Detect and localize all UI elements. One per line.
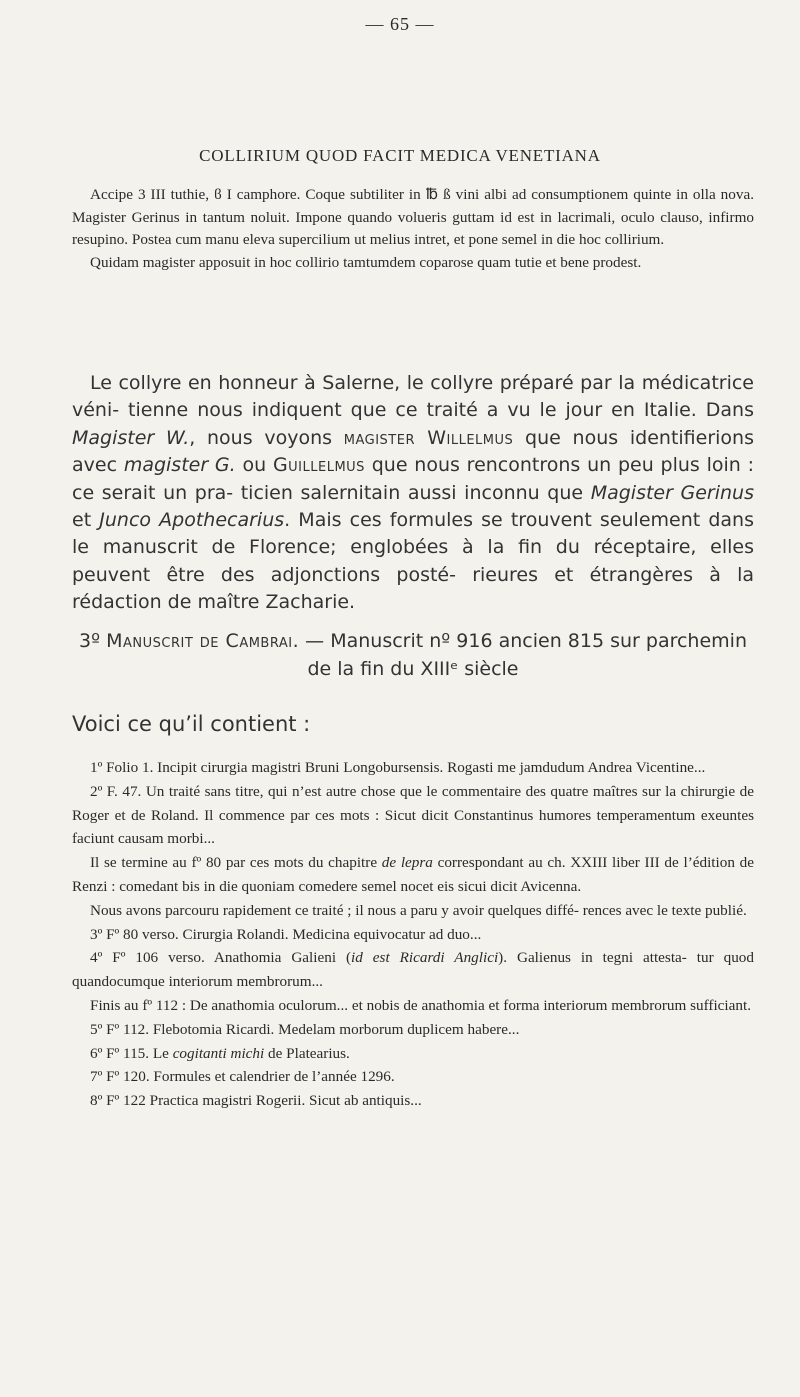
list-item-italic: cogitanti michi bbox=[172, 1044, 265, 1062]
commentary-text: ou bbox=[235, 454, 273, 477]
commentary-text: que nous identifierions avec bbox=[72, 426, 754, 477]
manuscript-heading bbox=[72, 627, 754, 683]
list-item bbox=[72, 851, 754, 899]
list-item-text: 6º Fº 115. Le bbox=[90, 1044, 173, 1062]
commentary-text: que nous rencontrons un peu plus loin : ce serait un pra- ticien salernitain aussi inconnu que bbox=[72, 454, 754, 504]
commentary-italic: magister G. bbox=[123, 454, 236, 477]
section-title: COLLIRIUM QUOD FACIT MEDICA VENETIANA bbox=[199, 146, 601, 165]
list-item: 7º Fº 120. Formules et calendrier de l’année 1296. bbox=[90, 1068, 395, 1086]
commentary-text: . Mais ces formules se trouvent seulement dans le manuscrit de Florence; englobées à la fin du réceptaire, elles peuvent être des adjonctions posté- rieures et étrangères à la rédaction de maître Zacharie. bbox=[72, 509, 754, 614]
list-item: 5º Fº 112. Flebotomia Ricardi. Medelam morborum duplicem habere... bbox=[90, 1020, 520, 1038]
manuscript-description: — Manuscrit nº 916 ancien 815 sur parchemin de la fin du XIIIᵉ siècle bbox=[299, 630, 747, 680]
commentary-smallcaps: Guillelmus bbox=[272, 454, 365, 477]
list-item-italic: id est Ricardi Anglici bbox=[351, 949, 499, 967]
list-item-text: de Platearius. bbox=[264, 1044, 350, 1062]
list-item: 1º Folio 1. Incipit cirurgia magistri Bruni Longobursensis. Rogasti me jamdudum Andrea Vicentine... bbox=[90, 759, 706, 776]
commentary-text: Le collyre en honneur à Salerne, le collyre préparé par la médicatrice véni- tienne nous indiquent que ce traité a vu le jour en Italie. Dans bbox=[72, 372, 754, 422]
list-item bbox=[72, 946, 754, 994]
commentary-smallcaps: magister Willelmus bbox=[343, 426, 514, 449]
latin-recipe bbox=[72, 184, 754, 274]
commentary-text: et bbox=[72, 509, 100, 532]
list-item: Nous avons parcouru rapidement ce traité ; il nous a paru y avoir quelques diffé- rences avec le texte publié. bbox=[90, 901, 747, 919]
commentary-paragraph bbox=[72, 370, 754, 617]
list-item: Finis au fº 112 : De anathomia oculorum... et nobis de anathomia et forma interiorum membrorum sufficiant. bbox=[90, 996, 751, 1014]
contents-list bbox=[72, 756, 754, 1113]
list-item-italic: de lepra bbox=[381, 854, 433, 872]
latin-paragraph: Accipe 3 III tuthie, ϐ I camphore. Coque subtiliter in ℔ ß vini albi ad consumptionem quinte in olla nova. Magister Gerinus in tantum noluit. Impone quando volueris guttam id est in lacrimali, oculo clauso, infirmo resupino. Postea cum manu eleva supercilium ut melius intret, et pone semel in die hoc collirium. bbox=[72, 186, 754, 248]
list-item-text: correspondant au ch. XXIII liber III de l’édition de Renzi : comedant bis in die quoniam comedere semel nocet eis sicui dicit Avicenna. bbox=[72, 854, 754, 895]
list-item: 2º F. 47. Un traité sans titre, qui n’est autre chose que le commentaire des quatre maîtres sur la chirurgie de Roger et de Roland. Il commence par ces mots : Sicut dicit Constantinus humores temperamentum exeuntes faciunt causam morbi... bbox=[72, 782, 754, 848]
list-item bbox=[72, 1042, 754, 1066]
list-item-text: Il se termine au fº 80 par ces mots du chapitre bbox=[90, 854, 382, 872]
list-item-text: 4º Fº 106 verso. Anathomia Galieni ( bbox=[90, 949, 352, 967]
manuscript-label: Manuscrit de Cambrai. bbox=[106, 630, 300, 652]
commentary-italic: Junco Apothecarius bbox=[99, 509, 285, 532]
list-item: 3º Fº 80 verso. Cirurgia Rolandi. Medicina equivocatur ad duo... bbox=[90, 925, 482, 943]
commentary-text: , nous voyons bbox=[189, 426, 344, 449]
latin-paragraph: Quidam magister apposuit in hoc collirio tamtumdem coparose quam tutie et bene prodest. bbox=[90, 253, 642, 271]
list-item-text: ). Galienus in tegni attesta- tur quod quandocumque interiorum membrorum... bbox=[72, 949, 754, 991]
commentary-italic: Magister W. bbox=[72, 426, 190, 449]
list-item: 8º Fº 122 Practica magistri Rogerii. Sicut ab antiquis... bbox=[90, 1092, 422, 1110]
manuscript-number: 3º bbox=[79, 630, 107, 652]
commentary-italic: Magister Gerinus bbox=[590, 481, 754, 504]
page-number: — 65 — bbox=[365, 14, 435, 34]
contents-intro: Voici ce qu’il contient : bbox=[72, 712, 311, 736]
